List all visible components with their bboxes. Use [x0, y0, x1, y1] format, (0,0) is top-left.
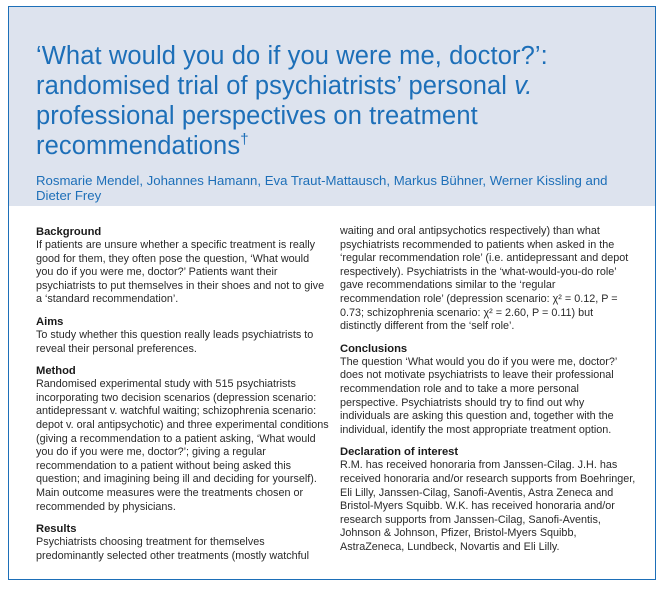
background-text: If patients are unsure whether a specific treatment is really good for them, they often pose the question, ‘What would you do if you were me, doctor?’ Patients want their psychiatrists to put themselves in their shoes and not to give a ‘standard recommendation’.: [36, 239, 325, 306]
aims-heading: Aims: [36, 315, 64, 328]
title-italic-v: v.: [514, 72, 533, 100]
background-section: [36, 225, 329, 307]
method-heading: Method: [36, 365, 76, 378]
abstract-right-column: [340, 225, 637, 562]
title-footnote-mark: †: [240, 131, 249, 148]
method-section: [36, 364, 329, 514]
results-text-part-1: Psychiatrists choosing treatment for themselves predominantly selected other treatments (mostly watchful: [36, 536, 310, 562]
declaration-text: R.M. has received honoraria from Janssen-Cilag. J.H. has received honoraria and/or research supports from Boehringer, Eli Lilly, Janssen-Cilag, Sanofi-Aventis, Astra Zeneca and Bristol-Myers Squibb. W.K. has received honoraria and/or research supports from Janssen-Cilag, Sanofi-Aventis, Johnson & Johnson, Pfizer, Bristol-Myers Squibb, AstraZeneca, Lundbeck, Novartis and Eli Lilly.: [340, 459, 636, 553]
declaration-section: [340, 445, 637, 554]
declaration-heading: Declaration of interest: [340, 446, 459, 459]
title-part-1: ‘What would you do if you were me, doctor?’: randomised trial of psychiatrists’ personal: [36, 42, 548, 100]
conclusions-section: [340, 342, 637, 438]
results-text-part-2: waiting and oral antipsychotics respectively) than what psychiatrists recommended to patients when asked in the ‘regular recommendation role’ (i.e. antidepressant and depot respectively). Psychiatrists in the ‘what-would-you-do role’ gave recommendations similar to the ‘regular recommendation role’ (depression scenario: χ² = 0.12, P = 0.73; schizophrenia scenario: χ² = 2.60, P = 0.11) but distinctly different from the ‘self role’.: [340, 225, 629, 333]
aims-text: To study whether this question really leads psychiatrists to reveal their personal preferences.: [36, 328, 314, 355]
title-banner: [9, 7, 655, 206]
abstract-left-column: [36, 225, 329, 571]
aims-section: [36, 315, 329, 356]
results-continued: [340, 225, 637, 334]
results-section: [36, 522, 329, 563]
method-text: Randomised experimental study with 515 psychiatrists incorporating two decision scenarios (depression scenario: antidepressant v. watchful waiting; schizophrenia scenario: depot v. oral antipsychotic) and three experimental conditions (giving a recommendation to a patient asking, ‘What would you do if you were me, doctor?’; giving a regular recommendation to a patient without being asked this question; and imagining being ill and deciding for yourself). Main outcome measures were the treatments chosen or recommended by physicians.: [36, 378, 329, 513]
article-title: [36, 41, 646, 161]
results-heading: Results: [36, 523, 77, 536]
title-part-2: professional perspectives on treatment recommendations: [36, 102, 478, 160]
conclusions-heading: Conclusions: [340, 342, 408, 355]
author-list: Rosmarie Mendel, Johannes Hamann, Eva Traut-Mattausch, Markus Bühner, Werner Kissling and Dieter Frey: [36, 173, 608, 203]
abstract-frame: [8, 6, 656, 580]
conclusions-text: The question ‘What would you do if you were me, doctor?’ does not motivate psychiatrists to leave their professional recommendation role and to take a more personal perspective. Psychiatrists should try to find out why individuals are asking this question and, together with the individual, identify the most appropriate treatment option.: [340, 355, 617, 436]
background-heading: Background: [36, 226, 102, 238]
